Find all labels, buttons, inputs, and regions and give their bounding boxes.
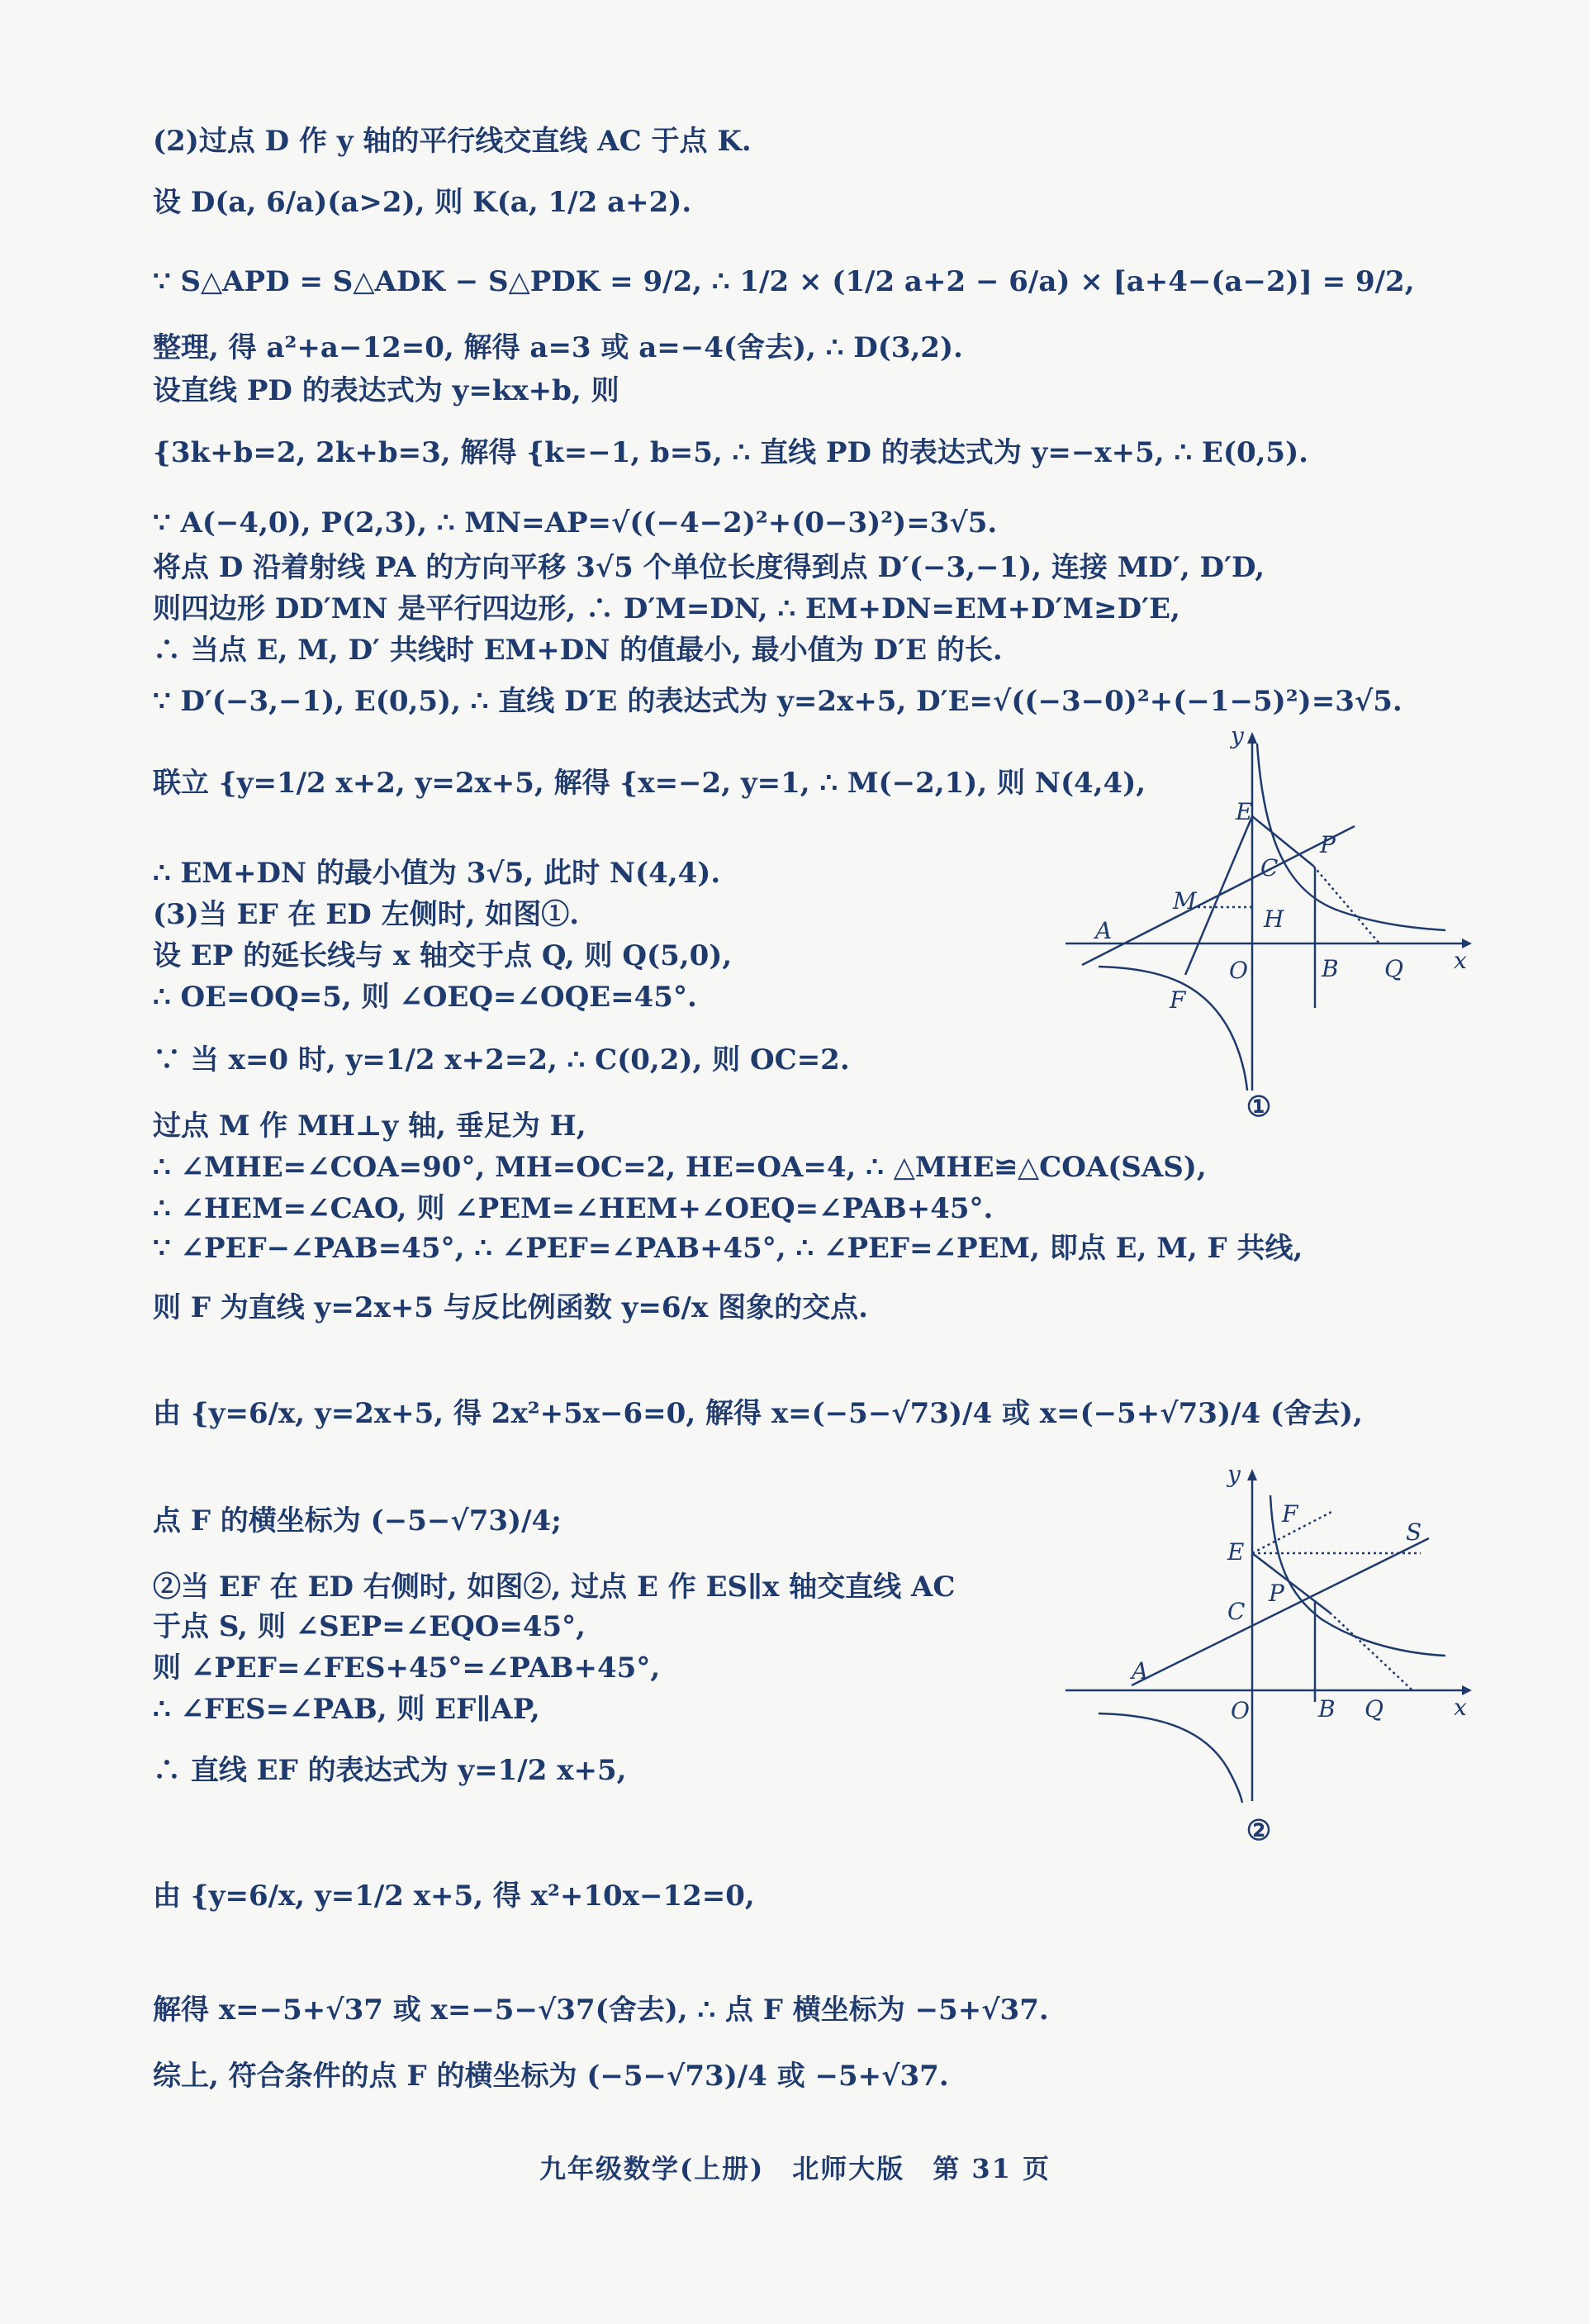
label-c: C bbox=[1227, 1598, 1246, 1625]
text-line: ∴ OE=OQ=5, 则 ∠OEQ=∠OQE=45°. bbox=[153, 981, 697, 1014]
line-ep bbox=[1252, 1553, 1330, 1613]
text-line: ∵ D′(−3,−1), E(0,5), ∴ 直线 D′E 的表达式为 y=2x+5, D′E=√((−3−0)²+(−1−5)²)=3√5. bbox=[153, 685, 1403, 718]
text-line: 设直线 PD 的表达式为 y=kx+b, 则 bbox=[153, 374, 619, 407]
text-line: 解得 x=−5+√37 或 x=−5−√37(舍去), ∴ 点 F 横坐标为 −5+√37. bbox=[153, 1994, 1049, 2027]
text-line: 设 EP 的延长线与 x 轴交于点 Q, 则 Q(5,0), bbox=[153, 939, 733, 972]
text-line: ∴ 直线 EF 的表达式为 y=1/2 x+5, bbox=[153, 1754, 627, 1787]
text-line: (3)当 EF 在 ED 左侧时, 如图①. bbox=[153, 898, 580, 931]
text-line: 由 {y=6/x, y=1/2 x+5, 得 x²+10x−12=0, bbox=[153, 1880, 755, 1913]
label-o: O bbox=[1229, 957, 1248, 984]
figure-1-caption: ① bbox=[1246, 1091, 1272, 1124]
page-footer: 九年级数学(上册) 北师大版 第 31 页 bbox=[539, 2153, 1051, 2184]
label-f: F bbox=[1170, 986, 1186, 1014]
label-o: O bbox=[1231, 1697, 1250, 1724]
text-line: 点 F 的横坐标为 (−5−√73)/4; bbox=[153, 1504, 562, 1537]
text-line: ∵ 当 x=0 时, y=1/2 x+2=2, ∴ C(0,2), 则 OC=2. bbox=[153, 1043, 850, 1076]
label-f: F bbox=[1282, 1500, 1298, 1528]
text-line: 于点 S, 则 ∠SEP=∠EQO=45°, bbox=[153, 1610, 586, 1643]
text-line: 由 {y=6/x, y=2x+5, 得 2x²+5x−6=0, 解得 x=(−5−√73)/4 或 x=(−5+√73)/4 (舍去), bbox=[153, 1397, 1363, 1430]
label-a: A bbox=[1095, 917, 1113, 944]
text-line: 过点 M 作 MH⊥y 轴, 垂足为 H, bbox=[153, 1110, 586, 1143]
figure-2 bbox=[1066, 1462, 1478, 1847]
text-line: ∴ ∠FES=∠PAB, 则 EF∥AP, bbox=[153, 1693, 540, 1726]
label-e: E bbox=[1227, 1538, 1245, 1566]
text-line: 则 ∠PEF=∠FES+45°=∠PAB+45°, bbox=[153, 1652, 661, 1685]
label-a: A bbox=[1132, 1657, 1149, 1685]
label-y: y bbox=[1227, 1462, 1241, 1488]
label-b: B bbox=[1318, 1695, 1336, 1723]
label-y: y bbox=[1231, 727, 1244, 749]
text-line: 整理, 得 a²+a−12=0, 解得 a=3 或 a=−4(舍去), ∴ D(3,2). bbox=[153, 331, 963, 364]
label-e: E bbox=[1236, 798, 1253, 825]
label-q: Q bbox=[1365, 1695, 1384, 1723]
hyperbola-right-branch bbox=[1257, 744, 1445, 930]
text-line: ∴ 当点 E, M, D′ 共线时 EM+DN 的值最小, 最小值为 D′E 的长. bbox=[153, 634, 1003, 667]
y-axis-arrow bbox=[1247, 1469, 1257, 1480]
text-line: 将点 D 沿着射线 PA 的方向平移 3√5 个单位长度得到点 D′(−3,−1), 连接 MD′, D′D, bbox=[153, 551, 1265, 584]
text-line: ②当 EF 在 ED 右侧时, 如图②, 过点 E 作 ES∥x 轴交直线 AC bbox=[153, 1571, 956, 1604]
figure-2-caption: ② bbox=[1246, 1814, 1272, 1847]
text-line: 综上, 符合条件的点 F 的横坐标为 (−5−√73)/4 或 −5+√37. bbox=[153, 2060, 949, 2093]
label-c: C bbox=[1260, 854, 1279, 882]
text-line: ∴ EM+DN 的最小值为 3√5, 此时 N(4,4). bbox=[153, 857, 721, 890]
text-line: ∵ S△APD = S△ADK − S△PDK = 9/2, ∴ 1/2 × (1/2 a+2 − 6/a) × [a+4−(a−2)] = 9/2, bbox=[153, 265, 1415, 298]
text-line: ∵ ∠PEF−∠PAB=45°, ∴ ∠PEF=∠PAB+45°, ∴ ∠PEF=∠PEM, 即点 E, M, F 共线, bbox=[153, 1232, 1303, 1265]
text-line: (2)过点 D 作 y 轴的平行线交直线 AC 于点 K. bbox=[153, 125, 752, 158]
label-h: H bbox=[1264, 905, 1284, 933]
label-m: M bbox=[1173, 887, 1197, 915]
dotted-pq bbox=[1330, 1613, 1412, 1690]
label-x: x bbox=[1454, 947, 1467, 974]
hyperbola-left-branch bbox=[1099, 1713, 1242, 1803]
figure-1-svg bbox=[1066, 727, 1478, 1107]
figure-1 bbox=[1066, 727, 1478, 1124]
label-s: S bbox=[1406, 1518, 1422, 1546]
text-line: 设 D(a, 6/a)(a>2), 则 K(a, 1/2 a+2). bbox=[153, 186, 692, 219]
label-p: P bbox=[1320, 831, 1336, 858]
text-line: 联立 {y=1/2 x+2, y=2x+5, 解得 {x=−2, y=1, ∴ M(−2,1), 则 N(4,4), bbox=[153, 767, 1146, 800]
text-line: ∵ A(−4,0), P(2,3), ∴ MN=AP=√((−4−2)²+(0−3)²)=3√5. bbox=[153, 506, 998, 539]
text-line: {3k+b=2, 2k+b=3, 解得 {k=−1, b=5, ∴ 直线 PD 的表达式为 y=−x+5, ∴ E(0,5). bbox=[153, 436, 1309, 469]
text-line: 则 F 为直线 y=2x+5 与反比例函数 y=6/x 图象的交点. bbox=[153, 1291, 868, 1324]
label-x: x bbox=[1454, 1694, 1467, 1721]
label-b: B bbox=[1322, 955, 1339, 982]
text-line: 则四边形 DD′MN 是平行四边形, ∴ D′M=DN, ∴ EM+DN=EM+D′M≥D′E, bbox=[153, 592, 1180, 625]
text-line: ∴ ∠MHE=∠COA=90°, MH=OC=2, HE=OA=4, ∴ △MHE≌△COA(SAS), bbox=[153, 1151, 1207, 1184]
figure-2-svg bbox=[1066, 1462, 1478, 1809]
text-line: ∴ ∠HEM=∠CAO, 则 ∠PEM=∠HEM+∠OEQ=∠PAB+45°. bbox=[153, 1192, 994, 1225]
label-q: Q bbox=[1384, 955, 1403, 982]
label-p: P bbox=[1269, 1580, 1284, 1607]
y-axis-arrow bbox=[1247, 732, 1257, 744]
hyperbola-left-branch bbox=[1099, 967, 1247, 1091]
